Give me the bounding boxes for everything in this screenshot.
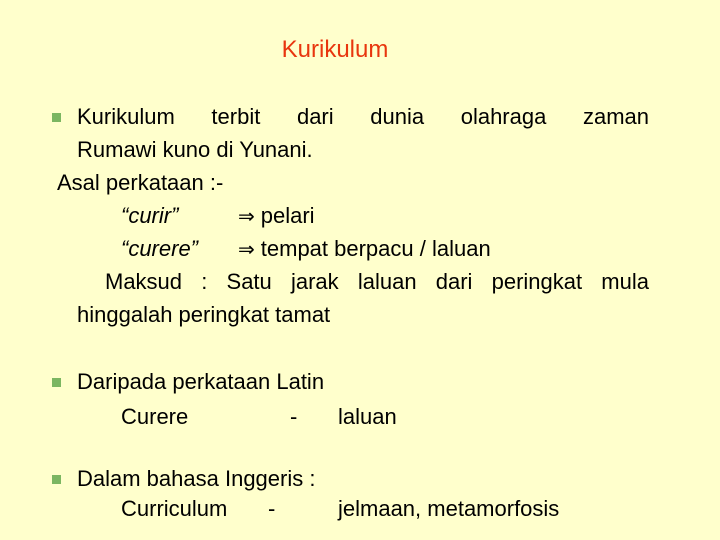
slide-title: Kurikulum	[281, 36, 389, 63]
english-dash: -	[268, 496, 276, 521]
section1-line2: Rumawi kuno di Yunani.	[77, 137, 313, 162]
section2-heading: Daripada perkataan Latin	[77, 369, 325, 394]
meaning-line1: Maksud : Satu jarak laluan dari peringkat mula	[105, 269, 649, 294]
bullet-marker-1	[52, 113, 61, 122]
term-curere-meaning-row	[238, 236, 491, 262]
implies-arrow-icon: ⇒	[238, 204, 255, 228]
english-word: Curriculum	[121, 496, 228, 521]
bullet-marker-3	[52, 475, 61, 484]
term-curere-meaning: tempat berpacu / laluan	[260, 236, 491, 261]
implies-arrow-icon: ⇒	[238, 237, 255, 261]
english-meaning: jelmaan, metamorfosis	[338, 496, 560, 521]
section1-line1: Kurikulum terbit dari dunia olahraga zaman	[77, 104, 649, 129]
term-curir: “curir”	[121, 203, 179, 228]
section3-heading: Dalam bahasa Inggeris :	[77, 466, 316, 491]
term-curir-meaning-row	[238, 203, 315, 229]
latin-meaning: laluan	[338, 404, 397, 429]
latin-word: Curere	[121, 404, 189, 429]
origin-label: Asal perkataan :-	[57, 170, 224, 195]
bullet-marker-2	[52, 378, 61, 387]
latin-dash: -	[290, 404, 298, 429]
term-curere: “curere”	[121, 236, 199, 261]
meaning-line2: hinggalah peringkat tamat	[77, 302, 331, 327]
term-curir-meaning: pelari	[260, 203, 315, 228]
